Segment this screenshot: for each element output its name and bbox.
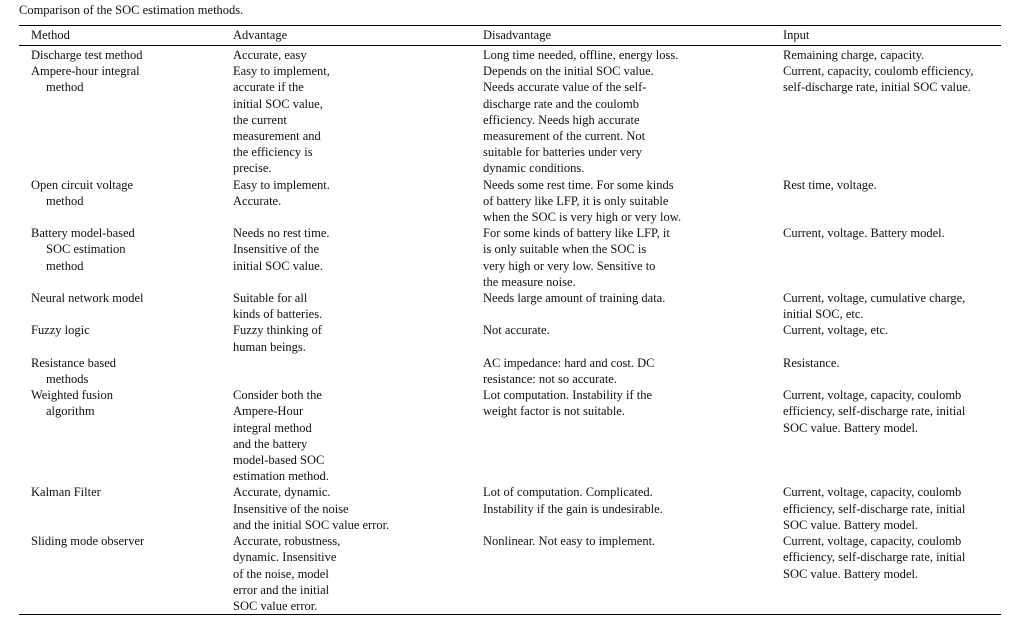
method-line: methods (46, 372, 89, 387)
advantage-cell: Easy to implement, accurate if the initial SOC value, the current measurement and the efficiency is precise. (233, 64, 330, 176)
header-input: Input (783, 28, 810, 42)
table-row (19, 63, 1001, 176)
advantage-cell: Needs no rest time. Insensitive of the initial SOC value. (233, 226, 330, 273)
input-cell: Rest time, voltage. (783, 177, 877, 192)
input-cell: Resistance. (783, 355, 840, 370)
method-cell (19, 484, 233, 533)
advantage-cell: Accurate, easy (233, 48, 307, 62)
table-caption: Comparison of the SOC estimation methods. (19, 3, 244, 17)
header-advantage: Advantage (233, 28, 288, 42)
input-cell: Current, voltage, cumulative charge, initial SOC, etc. (783, 291, 966, 322)
method-cell (19, 177, 233, 226)
header-method: Method (31, 28, 70, 42)
method-line: Kalman Filter (31, 485, 101, 500)
table-body (19, 46, 1001, 614)
input-cell: Current, voltage, capacity, coulomb efficiency, self-discharge rate, initial SOC value. Battery model. (783, 388, 966, 435)
table-row (19, 533, 1001, 614)
method-line: SOC estimation (46, 242, 126, 257)
table-row (19, 290, 1001, 322)
input-cell: Remaining charge, capacity. (783, 48, 925, 62)
input-cell: Current, voltage. Battery model. (783, 226, 945, 241)
table-bottom-rule (19, 614, 1001, 615)
advantage-cell: Fuzzy thinking of human beings. (233, 323, 322, 354)
method-cell (19, 47, 233, 63)
disadvantage-cell: Not accurate. (483, 323, 550, 338)
input-cell: Current, voltage, etc. (783, 323, 889, 338)
table-row (19, 322, 1001, 354)
header-disadvantage: Disadvantage (483, 28, 552, 42)
method-line: method (46, 258, 84, 273)
advantage-cell (233, 355, 483, 387)
method-cell (19, 225, 233, 290)
input-cell: Current, voltage, capacity, coulomb efficiency, self-discharge rate, initial SOC value. Battery model. (783, 534, 966, 581)
method-line: Neural network model (31, 291, 144, 306)
method-cell (19, 355, 233, 387)
table-row (19, 387, 1001, 484)
input-cell: Current, voltage, capacity, coulomb efficiency, self-discharge rate, initial SOC value. Battery model. (783, 485, 966, 532)
table-row (19, 225, 1001, 290)
table-row (19, 177, 1001, 226)
input-cell: Current, capacity, coulomb efficiency, self-discharge rate, initial SOC value. (783, 64, 974, 95)
method-line: Battery model-based (31, 226, 135, 241)
method-line: Discharge test method (31, 48, 143, 62)
disadvantage-cell: Needs large amount of training data. (483, 291, 666, 306)
advantage-cell: Suitable for all kinds of batteries. (233, 291, 323, 322)
soc-comparison-table (19, 25, 1001, 615)
disadvantage-cell: For some kinds of battery like LFP, it is only suitable when the SOC is very high or very low. Sensitive to the measure noise. (483, 226, 670, 289)
method-cell (19, 533, 233, 614)
method-line: Open circuit voltage (31, 177, 134, 192)
disadvantage-cell: Depends on the initial SOC value. Needs accurate value of the self- discharge rate and the coulomb efficiency. Needs high accurate measurement of the current. Not suitable for batteries under very dynamic conditions. (483, 64, 654, 176)
method-line: method (46, 193, 84, 208)
disadvantage-cell: Lot of computation. Complicated. Instability if the gain is undesirable. (483, 485, 663, 516)
advantage-cell: Consider both the Ampere-Hour integral method and the battery model-based SOC estimation method. (233, 388, 329, 484)
table-header-row (19, 26, 1001, 45)
table-row (19, 484, 1001, 533)
method-cell (19, 322, 233, 354)
method-line: Sliding mode observer (31, 534, 145, 549)
method-line: Fuzzy logic (31, 323, 90, 338)
method-line: Ampere-hour integral (31, 64, 140, 79)
method-line: Weighted fusion (31, 388, 113, 403)
disadvantage-cell: Long time needed, offline, energy loss. (483, 48, 679, 62)
disadvantage-cell: Needs some rest time. For some kinds of battery like LFP, it is only suitable when the SOC is very high or very low. (483, 177, 682, 225)
method-line: algorithm (46, 404, 95, 419)
advantage-cell: Easy to implement. Accurate. (233, 177, 330, 208)
advantage-cell: Accurate, robustness, dynamic. Insensitive of the noise, model error and the initial SOC value error. (233, 534, 341, 613)
disadvantage-cell: AC impedance: hard and cost. DC resistance: not so accurate. (483, 355, 655, 387)
method-cell (19, 290, 233, 322)
advantage-cell: Accurate, dynamic. Insensitive of the noise and the initial SOC value error. (233, 485, 390, 532)
method-cell (19, 387, 233, 484)
disadvantage-cell: Nonlinear. Not easy to implement. (483, 534, 656, 549)
method-line: Resistance based (31, 355, 117, 370)
table-row (19, 355, 1001, 387)
method-cell (19, 63, 233, 176)
method-line: method (46, 80, 84, 95)
table-row (19, 47, 1001, 63)
disadvantage-cell: Lot computation. Instability if the weight factor is not suitable. (483, 388, 653, 419)
